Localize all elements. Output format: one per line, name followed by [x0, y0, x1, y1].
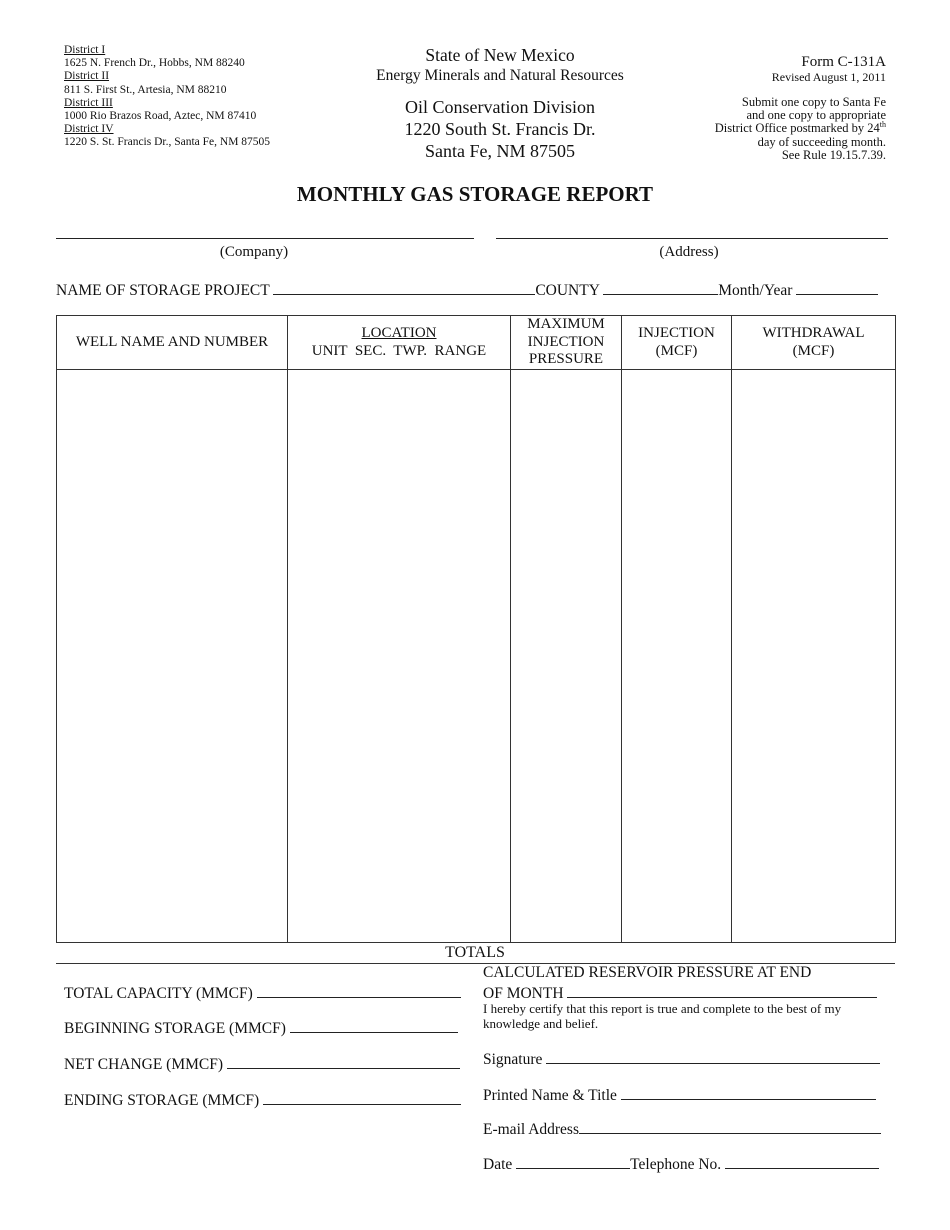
submit-line-4: day of succeeding month.: [757, 134, 886, 149]
reservoir-pressure-heading: CALCULATED RESERVOIR PRESSURE AT END: [483, 964, 812, 981]
email-field: [483, 1118, 881, 1139]
submit-line-2: and one copy to appropriate: [746, 108, 886, 123]
ending-storage-input[interactable]: [263, 1089, 461, 1105]
ending-storage-label: ENDING STORAGE (MMCF): [64, 1092, 260, 1109]
reservoir-pressure-field: [483, 982, 877, 1003]
month-year-label: Month/Year: [718, 282, 793, 299]
district-4-address: 1220 S. St. Francis Dr., Santa Fe, NM 87505: [64, 136, 271, 149]
email-input[interactable]: [579, 1118, 881, 1134]
telephone-label: Telephone No.: [630, 1156, 722, 1173]
district-2-name: District II: [64, 70, 110, 83]
reservoir-pressure-label: OF MONTH: [483, 985, 564, 1002]
signature-input[interactable]: [546, 1048, 880, 1064]
col-location: [288, 316, 511, 370]
company-input[interactable]: [56, 238, 474, 239]
col-location-sublabel: UNIT SEC. TWP. RANGE: [311, 342, 487, 359]
injection-cell[interactable]: [622, 370, 732, 943]
net-change-input[interactable]: [227, 1053, 460, 1069]
col-withdrawal-l1: WITHDRAWAL: [762, 325, 865, 341]
state-name: State of New Mexico: [425, 45, 575, 65]
report-title: MONTHLY GAS STORAGE REPORT: [296, 182, 654, 206]
project-line: [56, 279, 896, 300]
address-input[interactable]: [496, 238, 888, 239]
net-change-field: [64, 1053, 460, 1074]
col-well-name: [57, 316, 288, 370]
withdrawal-cell[interactable]: [732, 370, 896, 943]
date-input[interactable]: [516, 1153, 630, 1169]
printed-name-field: [483, 1084, 876, 1105]
submit-line-1: Submit one copy to Santa Fe: [741, 95, 886, 109]
net-change-label: NET CHANGE (MMCF): [64, 1056, 224, 1073]
division-address: [300, 96, 700, 162]
project-input[interactable]: [273, 279, 535, 295]
beginning-storage-input[interactable]: [290, 1017, 458, 1033]
month-year-input[interactable]: [796, 279, 878, 295]
beginning-storage-field: [64, 1017, 458, 1038]
date-phone-field: [483, 1153, 879, 1174]
col-withdrawal: [732, 316, 896, 370]
date-label: Date: [483, 1156, 513, 1173]
division-street: 1220 South St. Francis Dr.: [404, 119, 596, 139]
submit-line-3-text: District Office postmarked by 24: [714, 121, 880, 136]
certification-line-2: knowledge and belief.: [483, 1016, 599, 1031]
well-name-cell[interactable]: [57, 370, 288, 943]
submission-instructions: [715, 96, 886, 162]
signature-label: Signature: [483, 1051, 543, 1068]
col-withdrawal-l2: (MCF): [792, 342, 835, 359]
submit-line-3-sup: th: [879, 120, 886, 130]
district-1-address: 1625 N. French Dr., Hobbs, NM 88240: [64, 57, 245, 70]
company-caption: (Company): [219, 244, 289, 260]
printed-name-input[interactable]: [621, 1084, 876, 1100]
totals-label: TOTALS: [445, 944, 505, 961]
col-max-pressure-l1: MAXIMUM: [527, 316, 605, 333]
total-capacity-input[interactable]: [257, 982, 461, 998]
project-label: NAME OF STORAGE PROJECT: [56, 282, 270, 299]
col-max-pressure-l2: INJECTION: [527, 333, 605, 350]
table-body-row: [57, 370, 896, 943]
col-location-label: LOCATION: [361, 325, 437, 341]
max-pressure-cell[interactable]: [511, 370, 622, 943]
division-name: Oil Conservation Division: [405, 97, 595, 117]
col-injection-l2: (MCF): [655, 342, 698, 359]
well-table: [56, 315, 896, 943]
county-input[interactable]: [603, 279, 718, 295]
location-cell[interactable]: [288, 370, 511, 943]
district-1-name: District I: [64, 44, 106, 56]
total-capacity-field: [64, 982, 461, 1003]
email-label: E-mail Address: [483, 1121, 579, 1138]
col-max-pressure: [511, 316, 622, 370]
table-header-row: [57, 316, 896, 370]
beginning-storage-label: BEGINNING STORAGE (MMCF): [64, 1020, 286, 1037]
submit-line-5: See Rule 19.15.7.39.: [781, 147, 886, 162]
col-injection-l1: INJECTION: [638, 325, 715, 341]
col-injection: [622, 316, 732, 370]
col-well-name-label: WELL NAME AND NUMBER: [75, 333, 269, 350]
district-3-name: District III: [64, 96, 113, 109]
district-4-name: District IV: [64, 123, 114, 136]
total-capacity-label: TOTAL CAPACITY (MMCF): [64, 985, 253, 1002]
submit-line-3: [715, 122, 886, 135]
printed-name-label: Printed Name & Title: [483, 1087, 617, 1104]
form-id: Form C-131A: [801, 54, 886, 70]
district-list: [64, 44, 270, 150]
district-2-address: 811 S. First St., Artesia, NM 88210: [64, 83, 227, 96]
revision-date: Revised August 1, 2011: [771, 70, 886, 84]
signature-field: [483, 1048, 880, 1069]
reservoir-pressure-input[interactable]: [567, 982, 877, 998]
county-label: COUNTY: [535, 282, 600, 299]
division-city: Santa Fe, NM 87505: [425, 141, 575, 161]
telephone-input[interactable]: [725, 1153, 879, 1169]
ending-storage-field: [64, 1089, 461, 1110]
district-3-address: 1000 Rio Brazos Road, Aztec, NM 87410: [64, 110, 257, 123]
col-max-pressure-l3: PRESSURE: [528, 351, 604, 368]
address-caption: (Address): [659, 244, 719, 260]
certification-statement: [483, 1001, 883, 1031]
certification-line-1: I hereby certify that this report is true and complete to the best of my: [483, 1001, 842, 1016]
department-name: Energy Minerals and Natural Resources: [376, 67, 624, 84]
